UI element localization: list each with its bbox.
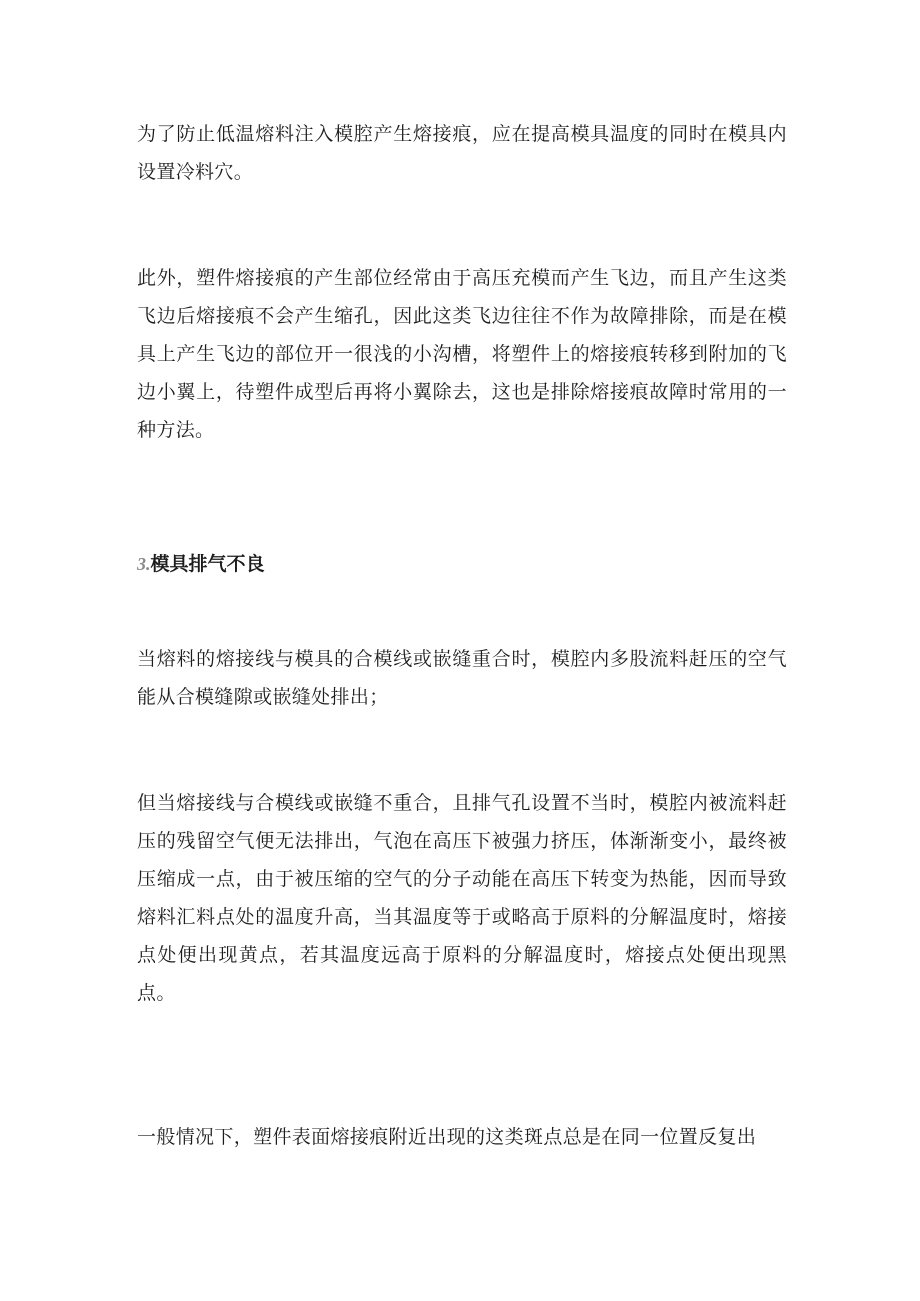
paragraph-flash-groove-method: 此外，塑件熔接痕的产生部位经常由于高压充模而产生飞边，而且产生这类飞边后熔接痕不会产生缩孔，因此这类飞边往往不作为故障排除，而是在模具上产生飞边的部位开一很浅的小沟槽，将塑件上的熔接痕转移到附加的飞边小翼上，待塑件成型后再将小翼除去，这也是排除熔接痕故障时常用的一种方法。 — [137, 267, 787, 441]
section-number: 3. — [137, 554, 151, 574]
paragraph-cold-slug-well: 为了防止低温熔料注入模腔产生熔接痕，应在提高模具温度的同时在模具内设置冷料穴。 — [137, 123, 787, 183]
section-title: 模具排气不良 — [150, 553, 265, 575]
section-heading-poor-venting — [137, 545, 265, 583]
paragraph-weld-line-coincides: 当熔料的熔接线与模具的合模线或嵌缝重合时，模腔内多股流料赶压的空气能从合模缝隙或嵌缝处排出； — [137, 648, 787, 708]
paragraph-spots-recurring: 一般情况下，塑件表面熔接痕附近出现的这类斑点总是在同一位置反复出 — [137, 1126, 757, 1148]
paragraph-trapped-air-burn: 但当熔接线与合模线或嵌缝不重合，且排气孔设置不当时，模腔内被流料赶压的残留空气便无法排出，气泡在高压下被强力挤压，体渐渐变小，最终被压缩成一点，由于被压缩的空气的分子动能在高压下转变为热能，因而导致熔料汇料点处的温度升高，当其温度等于或略高于原料的分解温度时，熔接点处便出现黄点，若其温度远高于原料的分解温度时，熔接点处便出现黑点。 — [137, 792, 787, 1004]
